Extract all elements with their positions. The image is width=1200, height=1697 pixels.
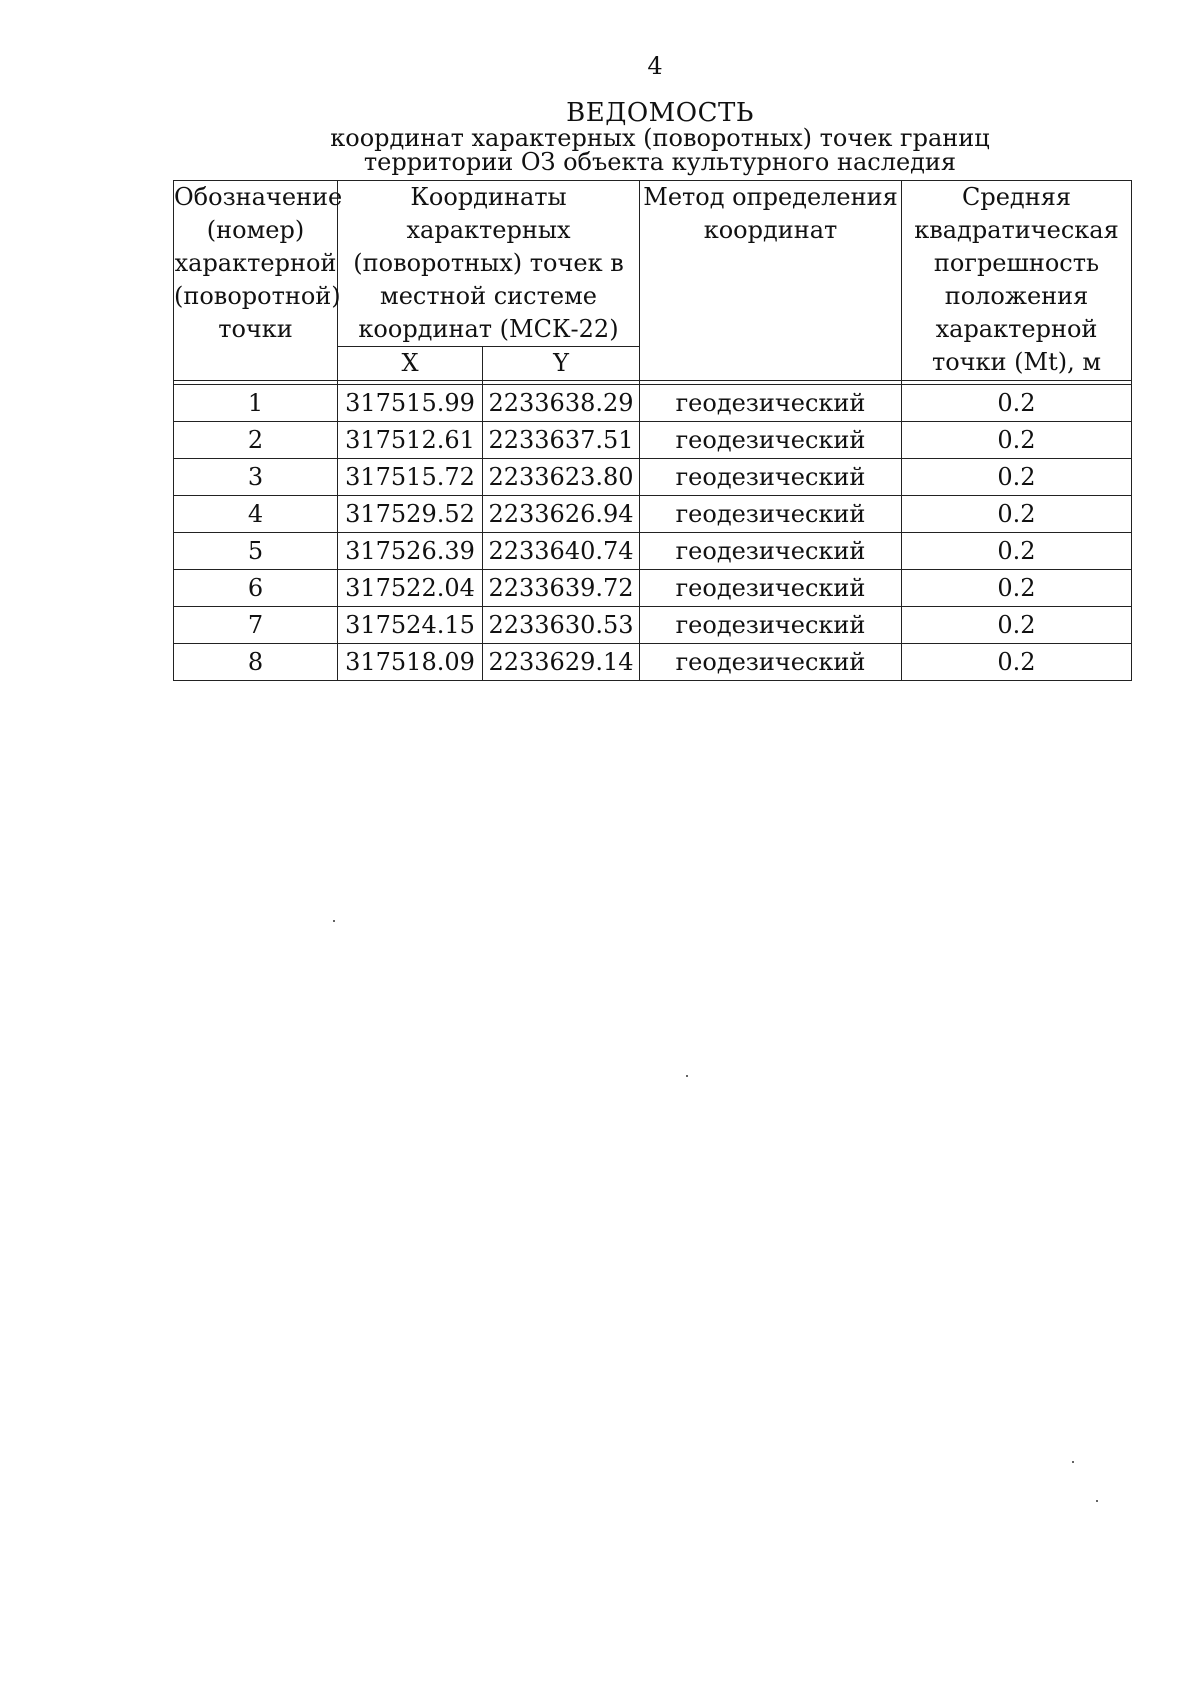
header-designation: Обозначение (номер) характерной (поворотной) точки — [174, 181, 338, 381]
cell-error: 0.2 — [902, 385, 1132, 422]
cell-point: 8 — [174, 644, 338, 681]
cell-point: 3 — [174, 459, 338, 496]
cell-method: геодезический — [640, 607, 902, 644]
cell-method: геодезический — [640, 422, 902, 459]
table-row — [174, 459, 1132, 496]
table-row — [174, 422, 1132, 459]
cell-point: 4 — [174, 496, 338, 533]
table-row — [174, 607, 1132, 644]
cell-x: 317526.39 — [338, 533, 483, 570]
cell-point: 6 — [174, 570, 338, 607]
table-row — [174, 533, 1132, 570]
table-row — [174, 496, 1132, 533]
cell-x: 317512.61 — [338, 422, 483, 459]
scan-speck — [333, 920, 335, 922]
scan-speck — [686, 1075, 688, 1077]
table-body — [174, 385, 1132, 681]
cell-method: геодезический — [640, 496, 902, 533]
cell-method: геодезический — [640, 459, 902, 496]
cell-point: 2 — [174, 422, 338, 459]
header-coordinates: Координаты характерных (поворотных) точек в местной системе координат (МСК-22) — [338, 181, 640, 347]
scan-speck — [1096, 1500, 1098, 1502]
cell-method: геодезический — [640, 644, 902, 681]
cell-y: 2233630.53 — [483, 607, 640, 644]
coordinates-table — [173, 180, 1132, 681]
document-subtitle-line-1: координат характерных (поворотных) точек границ — [330, 124, 990, 152]
cell-error: 0.2 — [902, 496, 1132, 533]
header-error: Средняя квадратическая погрешность положения характерной точки (Mt), м — [902, 181, 1132, 381]
cell-y: 2233637.51 — [483, 422, 640, 459]
cell-method: геодезический — [640, 385, 902, 422]
header-method: Метод определения координат — [640, 181, 902, 381]
cell-error: 0.2 — [902, 570, 1132, 607]
table-row — [174, 570, 1132, 607]
table-header-row — [174, 181, 1132, 347]
cell-point: 5 — [174, 533, 338, 570]
cell-y: 2233623.80 — [483, 459, 640, 496]
cell-error: 0.2 — [902, 422, 1132, 459]
cell-point: 1 — [174, 385, 338, 422]
cell-error: 0.2 — [902, 459, 1132, 496]
scan-speck — [1072, 1461, 1074, 1463]
cell-x: 317515.72 — [338, 459, 483, 496]
cell-y: 2233638.29 — [483, 385, 640, 422]
cell-y: 2233626.94 — [483, 496, 640, 533]
cell-error: 0.2 — [902, 607, 1132, 644]
page-number: 4 — [647, 52, 663, 80]
cell-error: 0.2 — [902, 533, 1132, 570]
cell-error: 0.2 — [902, 644, 1132, 681]
cell-method: геодезический — [640, 533, 902, 570]
cell-method: геодезический — [640, 570, 902, 607]
cell-x: 317515.99 — [338, 385, 483, 422]
cell-x: 317524.15 — [338, 607, 483, 644]
document-title: ВЕДОМОСТЬ — [566, 98, 754, 128]
cell-y: 2233640.74 — [483, 533, 640, 570]
table-row — [174, 644, 1132, 681]
cell-point: 7 — [174, 607, 338, 644]
cell-x: 317529.52 — [338, 496, 483, 533]
document-subtitle-line-2: территории ОЗ объекта культурного наследия — [363, 148, 957, 176]
cell-x: 317518.09 — [338, 644, 483, 681]
cell-y: 2233639.72 — [483, 570, 640, 607]
cell-y: 2233629.14 — [483, 644, 640, 681]
header-x: X — [338, 347, 483, 381]
table-row — [174, 385, 1132, 422]
cell-x: 317522.04 — [338, 570, 483, 607]
header-y: Y — [483, 347, 640, 381]
